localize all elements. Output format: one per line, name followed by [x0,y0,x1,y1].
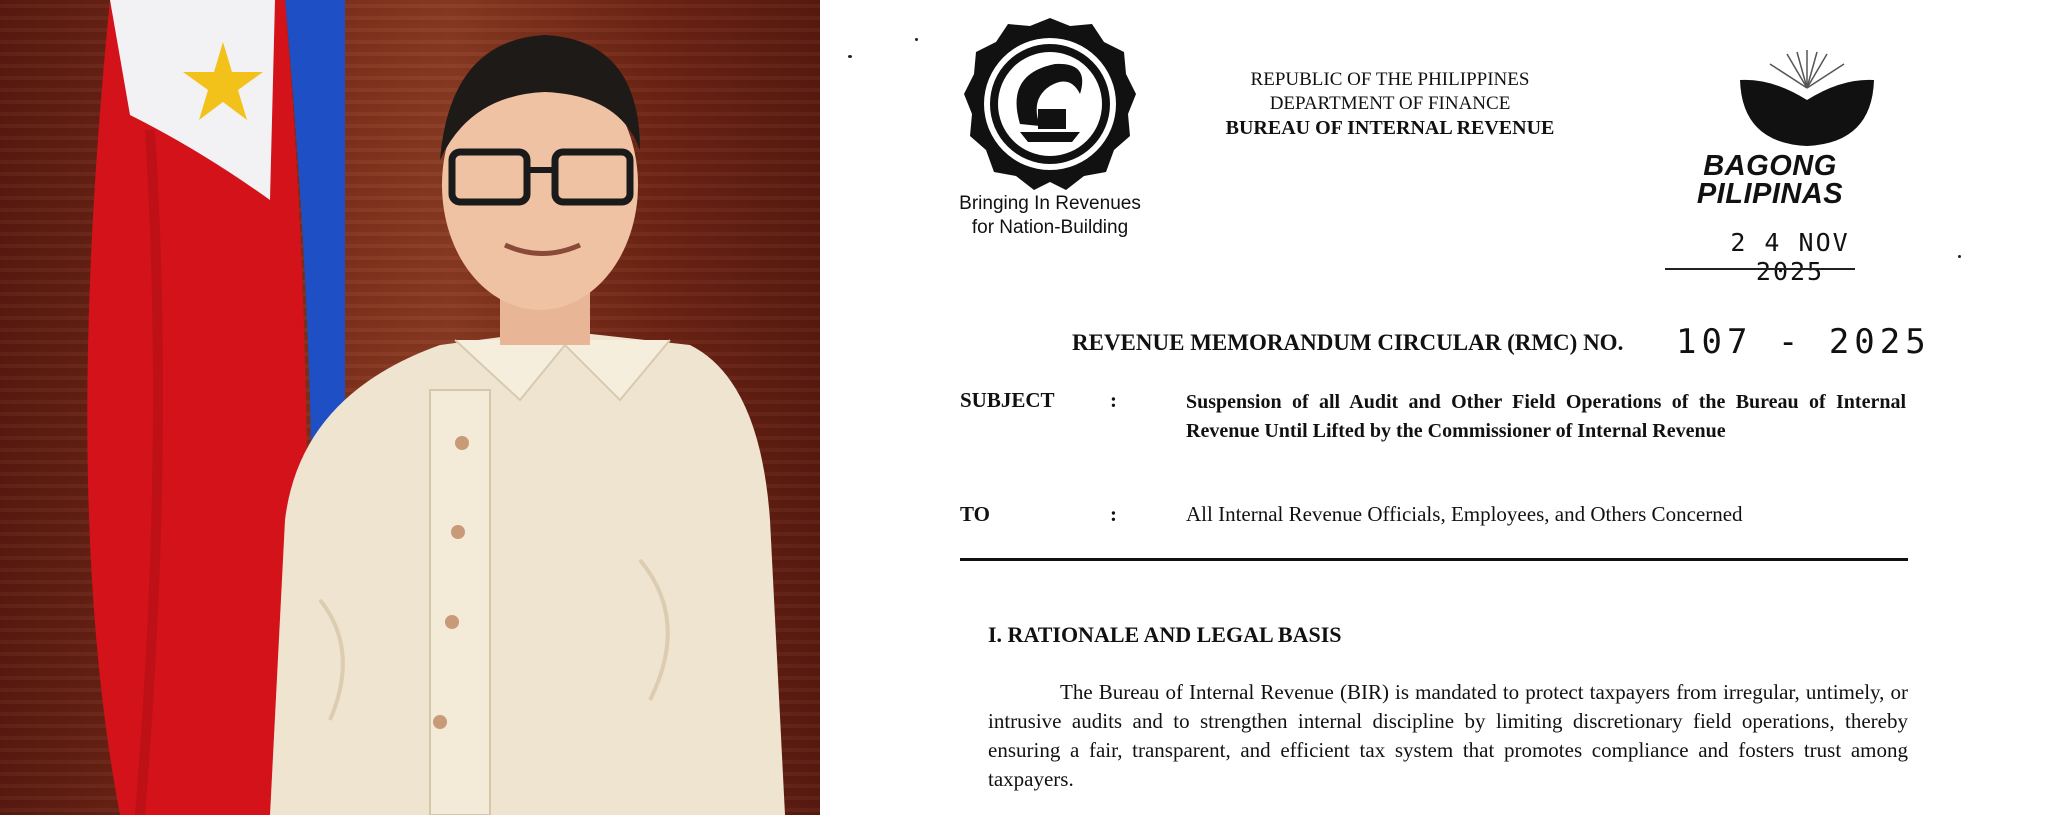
bir-slogan [940,192,1160,240]
bagong-pilipinas-logo-icon [1732,48,1882,148]
date-underline [1665,268,1855,270]
face [440,35,640,345]
slogan-line-1: Bringing In Revenues [959,193,1141,214]
rmc-title: REVENUE MEMORANDUM CIRCULAR (RMC) NO. [1072,330,1624,355]
document-header [1200,68,1580,140]
portrait-illustration [0,0,820,815]
bir-seal-icon [960,14,1140,194]
header-divider [960,558,1908,561]
to-label: TO [960,502,990,526]
header-department: DEPARTMENT OF FINANCE [1269,93,1511,114]
subject-text: Suspension of all Audit and Other Field Operations of the Bureau of Internal Revenue Until Lifted by the Commissioner of Internal Revenue [1186,391,1906,442]
section-title: I. RATIONALE AND LEGAL BASIS [988,622,1342,647]
subject-label: SUBJECT [960,388,1055,412]
header-bureau: BUREAU OF INTERNAL REVENUE [1225,117,1555,139]
to-text: All Internal Revenue Officials, Employees, and Others Concerned [1186,502,1743,526]
official-portrait [0,0,820,815]
wordmark-line-2: PILIPINAS [1696,178,1844,210]
to-colon: : [1110,502,1117,526]
paragraph-text: The Bureau of Internal Revenue (BIR) is mandated to protect taxpayers from irregular, untimely, or intrusive audits and to strengthen internal discipline by limiting discretionary field operations, thereby ensuring a fair, transparent, and efficient tax system that promotes compliance and fosters trust among taxpayers. [988,680,1908,791]
header-republic: REPUBLIC OF THE PHILIPPINES [1250,69,1530,90]
subject-colon: : [1110,388,1117,412]
revenue-memorandum-document [820,0,2048,815]
barong-tagalog [270,330,785,815]
date-stamp: 2 4 NOV 2025 [1730,228,1850,286]
slogan-line-2: for Nation-Building [971,217,1129,238]
rmc-number: 107 - 2025 [1676,322,1931,362]
rationale-paragraph [988,678,1908,794]
wordmark-line-1: BAGONG [1703,150,1837,182]
bagong-pilipinas-wordmark [1670,152,1870,208]
